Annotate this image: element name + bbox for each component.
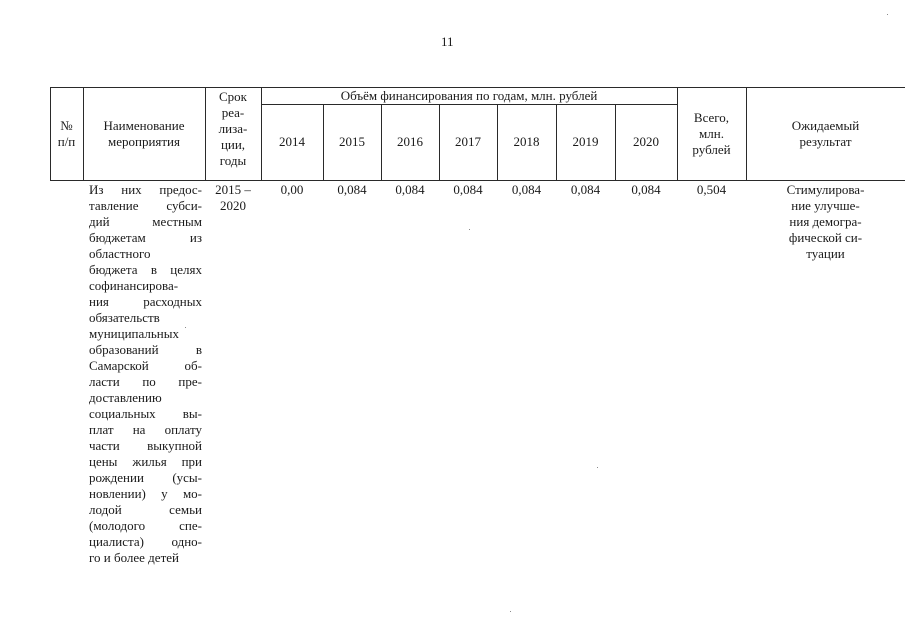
header-name-line-2: мероприятия: [107, 134, 180, 149]
result-line: ния демогра-: [789, 214, 862, 229]
description-line: (молодого спе-: [89, 518, 202, 533]
header-result: [746, 118, 905, 150]
description-line: ласти по пре-: [89, 374, 202, 389]
value-2016: 0,084: [395, 182, 425, 197]
header-term-line-2: реа-: [221, 105, 245, 120]
description-line: дий местным: [89, 214, 202, 229]
value-2020: 0,084: [631, 182, 661, 197]
header-name: [83, 118, 205, 150]
header-result-line-2: результат: [799, 134, 852, 149]
description-line: обязательств: [89, 310, 160, 325]
header-number-line-1: №: [60, 118, 73, 133]
row-result: [746, 182, 905, 262]
result-line: фической си-: [788, 230, 863, 245]
value-2019: 0,084: [570, 182, 601, 197]
value-2015: 0,084: [337, 182, 367, 197]
description-line: образований в: [89, 342, 202, 357]
header-term: [205, 89, 261, 169]
result-line: ние улучше-: [791, 198, 860, 213]
header-total: [677, 110, 746, 158]
description-line: ния расходных: [89, 294, 202, 309]
header-total-line-1: Всего,: [693, 110, 730, 125]
header-term-line-1: Срок: [219, 89, 247, 104]
scan-speck: [469, 229, 470, 230]
description-line: областного: [89, 246, 151, 261]
header-number-line-2: п/п: [57, 134, 76, 149]
description-line: тавление субси-: [89, 198, 202, 213]
scan-speck: [887, 14, 888, 15]
description-line: социальных вы-: [89, 406, 202, 421]
result-line: Стимулирова-: [786, 182, 865, 197]
value-2018: 0,084: [511, 182, 542, 197]
result-line: туации: [806, 246, 845, 261]
header-funding-title: Объём финансирования по годам, млн. рублей: [340, 88, 598, 103]
header-total-line-2: млн.: [699, 126, 724, 141]
description-line: плат на оплату: [89, 422, 202, 437]
header-year-2017: 2017: [455, 134, 481, 149]
row-term-line-2: 2020: [220, 198, 246, 213]
description-line: муниципальных: [89, 326, 180, 341]
header-name-line-1: Наименование: [103, 118, 185, 133]
description-line: рождении (усы-: [89, 470, 202, 485]
header-year-2016: 2016: [397, 134, 423, 149]
header-total-line-3: рублей: [692, 142, 731, 157]
header-term-line-5: годы: [219, 153, 247, 168]
row-description: [89, 182, 202, 566]
header-result-line-1: Ожидаемый: [791, 118, 860, 133]
description-line: софинансирова-: [89, 278, 179, 293]
description-line: лодой семьи: [89, 502, 202, 517]
scan-speck: [510, 611, 511, 612]
description-line: новлении) у мо-: [89, 486, 202, 501]
header-year-2015: 2015: [339, 134, 365, 149]
scan-speck: [185, 327, 186, 328]
page-number: 11: [441, 34, 454, 49]
description-line: циалиста) одно-: [89, 534, 202, 549]
header-year-2019: 2019: [572, 134, 599, 149]
description-line: Самарской об-: [89, 358, 202, 373]
description-line: цены жилья при: [89, 454, 202, 469]
header-year-2014: 2014: [279, 134, 305, 149]
description-line: бюджетам из: [89, 230, 202, 245]
header-term-line-4: ции,: [220, 137, 246, 152]
row-term-line-1: 2015 –: [215, 182, 251, 197]
description-line: го и более детей: [89, 550, 179, 565]
value-total: 0,504: [696, 182, 727, 197]
description-line: бюджета в целях: [89, 262, 202, 277]
value-2017: 0,084: [453, 182, 483, 197]
description-line: доставлению: [89, 390, 162, 405]
header-term-line-3: лиза-: [218, 121, 248, 136]
header-year-2018: 2018: [513, 134, 540, 149]
value-2014: 0,00: [280, 182, 304, 197]
row-term: [205, 182, 261, 214]
header-number: [50, 118, 83, 150]
scan-speck: [597, 467, 598, 468]
header-year-2020: 2020: [633, 134, 659, 149]
description-line: части выкупной: [89, 438, 202, 453]
description-line: Из них предос-: [89, 182, 202, 197]
